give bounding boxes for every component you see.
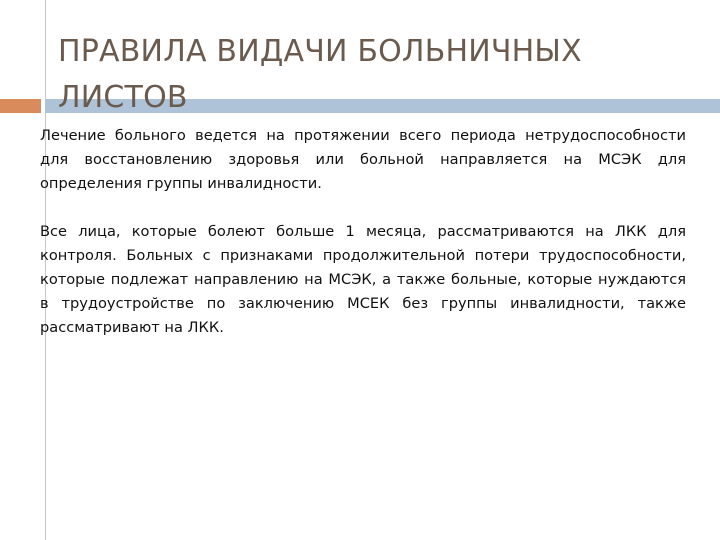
body-paragraph-2: Все лица, которые болеют больше 1 месяца, рассматриваются на ЛКК для контроля. Больных с признаками продолжительной потери трудоспособности, которые подлежат направлению на МСЭК, а также больные, которые нуждаются в трудоустройстве по заключению МСЕК без группы инвалидности, также рассматривают на ЛКК.	[40, 223, 686, 336]
body-paragraph-1: Лечение больного ведется на протяжении всего периода нетрудоспособности для восстановлению здоровья или больной направляется на МСЭК для определения группы инвалидности.	[40, 127, 686, 192]
orange-accent-bar	[0, 99, 41, 113]
slide-title: ПРАВИЛА ВИДАЧИ БОЛЬНИЧНЫХ ЛИСТОВ	[58, 34, 582, 115]
slide-body	[40, 124, 686, 364]
